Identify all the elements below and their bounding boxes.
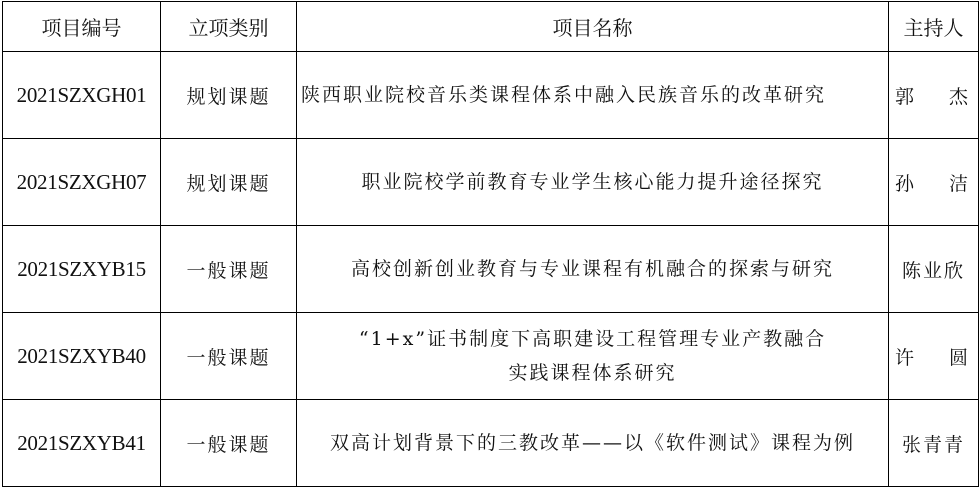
- host-cell: [889, 139, 979, 226]
- host-cell: [889, 52, 979, 139]
- project-name-line: “1+x”证书制度下高职建设工程管理专业产教融合: [358, 328, 827, 350]
- table-row: [3, 139, 979, 226]
- table-row: [3, 313, 979, 400]
- host-name-char: 圆: [948, 346, 968, 369]
- host-name: [889, 82, 978, 109]
- host-name: [889, 343, 978, 370]
- project-name-line: 陕西职业院校音乐类课程体系中融入民族音乐的改革研究: [301, 84, 827, 106]
- category-cell: 一般课题: [161, 313, 297, 400]
- project-name-cell: [297, 226, 889, 313]
- header-host: 主持人: [889, 2, 979, 52]
- project-name-cell: [297, 52, 889, 139]
- project-code-cell: 2021SZXGH07: [3, 139, 161, 226]
- host-name-char: 郭: [895, 85, 915, 108]
- host-cell: 张青青: [889, 400, 979, 487]
- project-code-cell: 2021SZXYB40: [3, 313, 161, 400]
- project-code-cell: 2021SZXYB41: [3, 400, 161, 487]
- category-cell: 一般课题: [161, 226, 297, 313]
- project-list-sheet: [2, 1, 978, 493]
- project-name-cell: [297, 313, 889, 400]
- host-cell: [889, 313, 979, 400]
- category-cell: 规划课题: [161, 52, 297, 139]
- project-table: [2, 1, 979, 487]
- category-cell: 规划课题: [161, 139, 297, 226]
- host-name-char: 洁: [948, 172, 968, 195]
- project-name-cell: [297, 139, 889, 226]
- project-code-cell: 2021SZXYB15: [3, 226, 161, 313]
- table-row: [3, 52, 979, 139]
- header-category: 立项类别: [161, 2, 297, 52]
- project-name-line: 实践课程体系研究: [508, 362, 677, 384]
- table-row: [3, 400, 979, 487]
- host-cell: 陈业欣: [889, 226, 979, 313]
- host-name: [889, 169, 978, 196]
- project-name-line: 高校创新创业教育与专业课程有机融合的探索与研究: [350, 258, 834, 280]
- header-project-name: 项目名称: [297, 2, 889, 52]
- project-name-cell: [297, 400, 889, 487]
- project-name-line: 双高计划背景下的三教改革——以《软件测试》课程为例: [329, 432, 855, 454]
- project-code-cell: 2021SZXGH01: [3, 52, 161, 139]
- category-cell: 一般课题: [161, 400, 297, 487]
- host-name-char: 杰: [948, 85, 968, 108]
- project-name-line: 职业院校学前教育专业学生核心能力提升途径探究: [361, 171, 824, 193]
- host-name-char: 孙: [895, 172, 915, 195]
- table-row: [3, 226, 979, 313]
- host-name-char: 许: [895, 346, 915, 369]
- table-header-row: [3, 2, 979, 52]
- header-project-code: 项目编号: [3, 2, 161, 52]
